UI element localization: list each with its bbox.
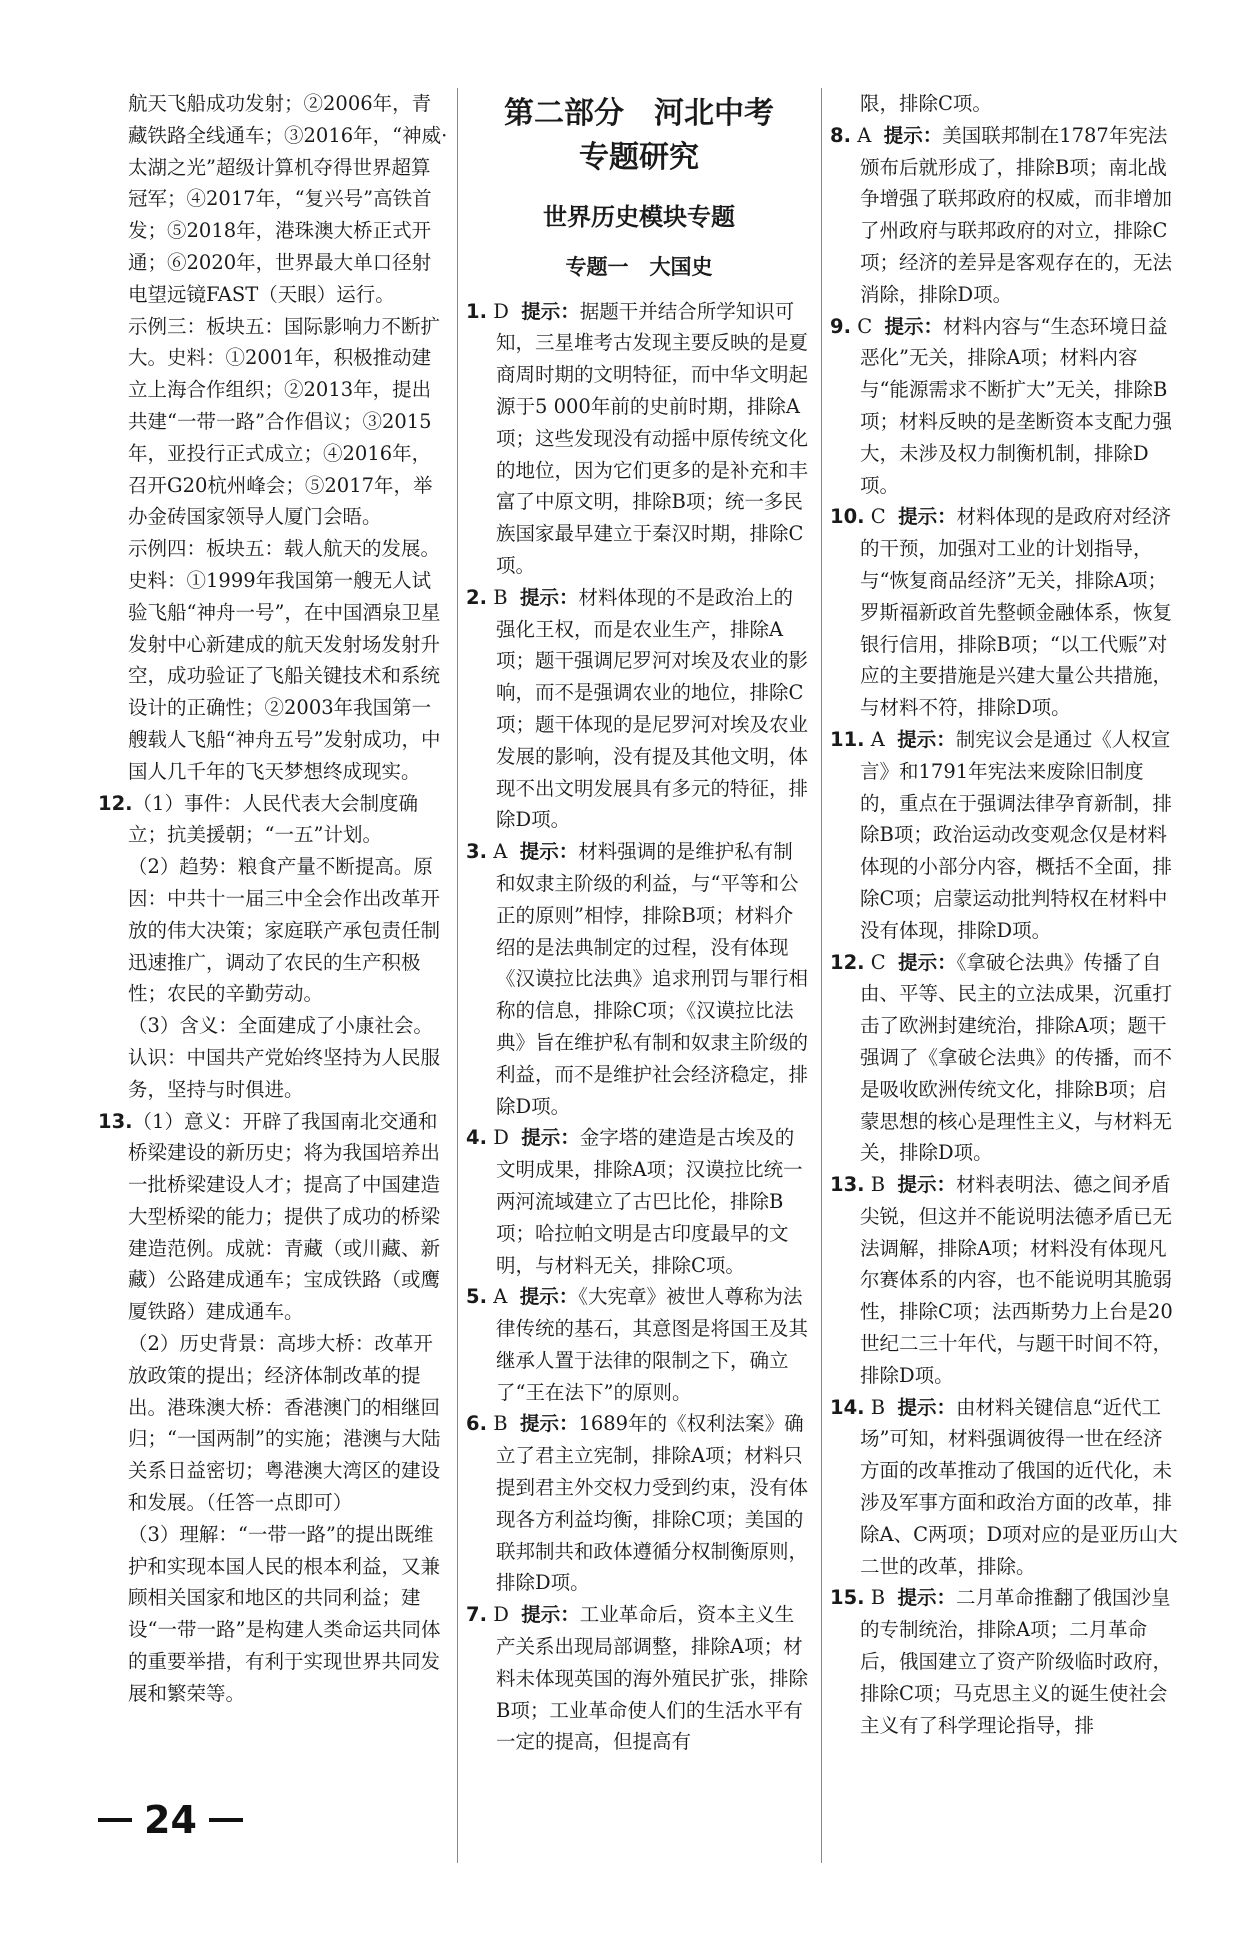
part-title: [466, 92, 812, 180]
answer-list: [466, 296, 812, 1759]
answer-explanation: 材料强调的是维护私有制和奴隶主阶级的利益，与“平等和公正的原则”相悖，排除B项；材料介绍的是法典制定的过程，没有体现《汉谟拉比法典》追求刑罚与罪行相称的信息，排除C项；《汉谟拉比法典》旨在维护私有制和奴隶主阶级的利益，而不是维护社会经济稳定，排除D项。: [496, 840, 809, 1118]
answer-line: （2）历史背景：高埗大桥：改革开放政策的提出；经济体制改革的提出。港珠澳大桥：香港澳门的相继回归；“一国两制”的实施；港澳与大陆关系日益密切；粤港澳大湾区的建设和发展。（任答一点即可）: [128, 1332, 441, 1515]
answer-explanation: 制宪议会是通过《人权宣言》和1791年宪法来废除旧制度的，重点在于强调法律孕育新制，排除B项；政治运动改变观念仅是材料体现的小部分内容，概括不全面，排除C项；启蒙运动批判特权在材料中没有体现，排除D项。: [860, 727, 1173, 942]
answer-explanation: 美国联邦制在1787年宪法颁布后就形成了，排除B项；南北战争增强了联邦政府的权威，而非增加了州政府与联邦政府的对立，排除C项；经济的差异是客观存在的，无法消除，排除D项。: [860, 123, 1173, 306]
answer-choice: C: [857, 314, 873, 338]
part-title-line: 专题研究: [579, 140, 699, 175]
answer-item: [466, 836, 812, 1122]
answer-item: [466, 1122, 812, 1281]
question-number: 10.: [830, 505, 865, 529]
question-number: 15.: [830, 1586, 865, 1610]
answer-item: [830, 947, 1180, 1170]
tip-label: 提示：: [519, 1412, 579, 1436]
answer-choice: A: [870, 727, 885, 751]
question-number: 4.: [466, 1126, 487, 1150]
answer-item: [830, 311, 1180, 502]
answer-text: （1）意义：开辟了我国南北交通和桥梁建设的新历史；将为我国培养出一批桥梁建设人才；提高了中国建造大型桥梁的能力；提供了成功的桥梁建造范例。成就：青藏（或川藏、新藏）公路建成通车；宝成铁路（或鹰厦铁路）建成通车。: [128, 1109, 441, 1324]
answer-choice: A: [857, 123, 872, 147]
paragraph: 示例四：板块五：载人航天的发展。史料：①1999年我国第一艘无人试验飞船“神舟一号”，在中国酒泉卫星发射中心新建成的航天发射场发射升空，成功验证了飞船关键技术和系统设计的正确性；②2003年我国第一艘载人飞船“神舟五号”发射成功，中国人几千年的飞天梦想终成现实。: [128, 537, 441, 783]
answer-choice: D: [493, 1126, 509, 1150]
answer-explanation: 金字塔的建造是古埃及的文明成果，排除A项；汉谟拉比统一两河流域建立了古巴比伦，排除B项；哈拉帕文明是古印度最早的文明，与材料无关，排除C项。: [496, 1126, 803, 1277]
tip-label: 提示：: [884, 314, 944, 338]
tip-label: 提示：: [897, 1395, 957, 1419]
column-middle: [466, 88, 812, 1758]
question-number: 9.: [830, 314, 851, 338]
question-number: 12.: [830, 950, 865, 974]
tip-label: 提示：: [898, 950, 957, 974]
question-number: 5.: [466, 1285, 487, 1309]
answer-explanation: 据题干并结合所学知识可知，三星堆考古发现主要反映的是夏商周时期的文明特征，而中华文明起源于5 000年前的史前时期，排除A项；这些发现没有动摇中原传统文化的地位，因为它们更多的是补充和丰富了中原文明，排除B项；统一多民族国家最早建立于秦汉时期，排除C项。: [496, 299, 809, 577]
answer-line: （2）趋势：粮食产量不断提高。原因：中共十一届三中全会作出改革开放的伟大决策；家庭联产承包责任制迅速推广，调动了农民的生产积极性；农民的辛勤劳动。: [128, 855, 441, 1006]
tip-label: 提示：: [897, 1586, 957, 1610]
answer-choice: A: [493, 840, 508, 864]
question-number: 8.: [830, 123, 851, 147]
answer-explanation: 材料内容与“生态环境日益恶化”无关，排除A项；材料内容与“能源需求不断扩大”无关，排除B项；材料反映的是垄断资本支配力强大，未涉及权力制衡机制，排除D项。: [860, 314, 1173, 497]
answer-choice: B: [870, 1395, 886, 1419]
tip-label: 提示：: [519, 585, 579, 609]
tip-label: 提示：: [519, 840, 579, 864]
answer-item: [466, 1281, 812, 1408]
question-number: 6.: [466, 1412, 487, 1436]
answer-choice: B: [493, 585, 508, 609]
answer-explanation: 材料表明法、德之间矛盾尖锐，但这并不能说明法德矛盾已无法调解，排除A项；材料没有体现凡尔赛体系的内容，也不能说明其脆弱性，排除C项；法西斯势力上台是20世纪二三十年代，与题干时间不符，排除D项。: [860, 1173, 1173, 1387]
answer-explanation: 材料体现的不是政治上的强化王权，而是农业生产，排除A项；题干强调尼罗河对埃及农业的影响，而不是强调农业的地位，排除C项；题干体现的是尼罗河对埃及农业发展的影响，没有提及其他文明，体现不出文明发展具有多元的特征，排除D项。: [496, 585, 809, 832]
answer-explanation: 《拿破仑法典》传播了自由、平等、民主的立法成果，沉重打击了欧洲封建统治，排除A项；题干强调了《拿破仑法典》的传播，而不是吸收欧洲传统文化，排除B项；启蒙思想的核心是理性主义，与材料无关，排除D项。: [860, 950, 1173, 1165]
tip-label: 提示：: [521, 1126, 580, 1150]
answer-choice: C: [870, 950, 886, 974]
answer-item: [466, 582, 812, 836]
answer-text: （1）事件：人民代表大会制度确立；抗美援朝；“一五”计划。: [128, 791, 418, 847]
answer-item: [830, 724, 1180, 947]
column-divider: [821, 88, 822, 1863]
answer-list: [830, 120, 1180, 1742]
answer-choice: D: [493, 1603, 509, 1627]
answer-explanation: 《大宪章》被世人尊称为法律传统的基石，其意图是将国王及其继承人置于法律的限制之下，确立了“王在法下”的原则。: [496, 1285, 809, 1404]
tip-label: 提示：: [898, 505, 957, 529]
answer-choice: B: [870, 1173, 886, 1197]
answer-line: （3）含义：全面建成了小康社会。认识：中国共产党始终坚持为人民服务，坚持与时俱进。: [128, 1014, 441, 1101]
answer-explanation: 材料体现的是政府对经济的干预，加强对工业的计划指导，与“恢复商品经济”无关，排除A项；罗斯福新政首先整顿金融体系，恢复银行信用，排除B项；“以工代赈”对应的主要措施是兴建大量公共措施，与材料不符，排除D项。: [860, 505, 1173, 720]
paragraph: 航天飞船成功发射；②2006年，青藏铁路全线通车；③2016年，“神威·太湖之光”超级计算机夺得世界超算冠军；④2017年，“复兴号”高铁首发；⑤2018年，港珠澳大桥正式开通；⑥2020年，世界最大单口径射电望远镜FAST（天眼）运行。: [128, 92, 448, 306]
module-title: 世界历史模块专题: [543, 203, 735, 231]
question-number: 13.: [98, 1109, 133, 1133]
page-number-rule: [98, 1818, 132, 1822]
answer-line: [98, 1106, 448, 1329]
question-number: 2.: [466, 585, 487, 609]
column-divider: [457, 88, 458, 1863]
answer-explanation: 1689年的《权利法案》确立了君主立宪制，排除A项；材料只提到君主外交权力受到约束，没有体现各方利益均衡，排除C项；美国的联邦制共和政体遵循分权制衡原则，排除D项。: [496, 1412, 809, 1595]
answer-choice: B: [493, 1412, 508, 1436]
answer-explanation: 二月革命推翻了俄国沙皇的专制统治，排除A项；二月革命后，俄国建立了资产阶级临时政府，排除C项；马克思主义的诞生使社会主义有了科学理论指导，排: [860, 1586, 1173, 1737]
tip-label: 提示：: [883, 123, 943, 147]
question-number: 12.: [98, 791, 133, 815]
answer-item: [830, 501, 1180, 724]
answer-item: [466, 1599, 812, 1758]
answer-choice: A: [493, 1285, 508, 1309]
tip-label: 提示：: [897, 1173, 957, 1197]
topic-title: 专题一 大国史: [565, 254, 713, 279]
question-number: 13.: [830, 1173, 865, 1197]
tip-label: 提示：: [521, 1603, 580, 1627]
tip-label: 提示：: [521, 299, 580, 323]
answer-item: [830, 120, 1180, 311]
question-13: [98, 1106, 448, 1710]
question-number: 1.: [466, 299, 487, 323]
answer-item: [830, 1582, 1180, 1741]
answer-explanation: 由材料关键信息“近代工场”可知，材料强调彼得一世在经济方面的改革推动了俄国的近代化，未涉及军事方面和政治方面的改革，排除A、C两项；D项对应的是亚历山大二世的改革，排除。: [860, 1395, 1178, 1578]
column-right: [830, 88, 1180, 1741]
answer-line: [98, 788, 448, 852]
page-number-rule: [209, 1818, 243, 1822]
question-12: [98, 788, 448, 1106]
answer-item: [830, 1392, 1180, 1583]
answer-explanation: 工业革命后，资本主义生产关系出现局部调整，排除A项；材料未体现英国的海外殖民扩张，排除B项；工业革命使人们的生活水平有一定的提高，但提高有: [496, 1603, 809, 1754]
answer-item: [466, 1408, 812, 1599]
part-title-line: 第二部分 河北中考: [504, 96, 774, 131]
paragraph: 示例三：板块五：国际影响力不断扩大。史料：①2001年，积极推动建立上海合作组织；②2013年，提出共建“一带一路”合作倡议；③2015年，亚投行正式成立；④2016年，召开G20杭州峰会；⑤2017年，举办金砖国家领导人厦门会晤。: [128, 314, 441, 529]
answer-item: [466, 296, 812, 582]
page-number-block: [98, 1790, 278, 1850]
answer-choice: B: [870, 1586, 886, 1610]
column-left: [98, 88, 448, 1710]
question-number: 7.: [466, 1603, 487, 1627]
tip-label: 提示：: [897, 727, 956, 751]
tip-label: 提示：: [519, 1285, 579, 1309]
answer-continuation: 限，排除C项。: [860, 92, 992, 115]
question-number: 14.: [830, 1395, 865, 1419]
page-number: 24: [144, 1798, 197, 1842]
answer-line: （3）理解：“一带一路”的提出既维护和实现本国人民的根本利益，又兼顾相关国家和地区的共同利益；建设“一带一路”是构建人类命运共同体的重要举措，有利于实现世界共同发展和繁荣等。: [128, 1522, 441, 1705]
question-number: 3.: [466, 840, 487, 864]
answer-choice: C: [870, 505, 886, 529]
answer-choice: D: [493, 299, 509, 323]
question-number: 11.: [830, 727, 865, 751]
answer-item: [830, 1169, 1180, 1392]
